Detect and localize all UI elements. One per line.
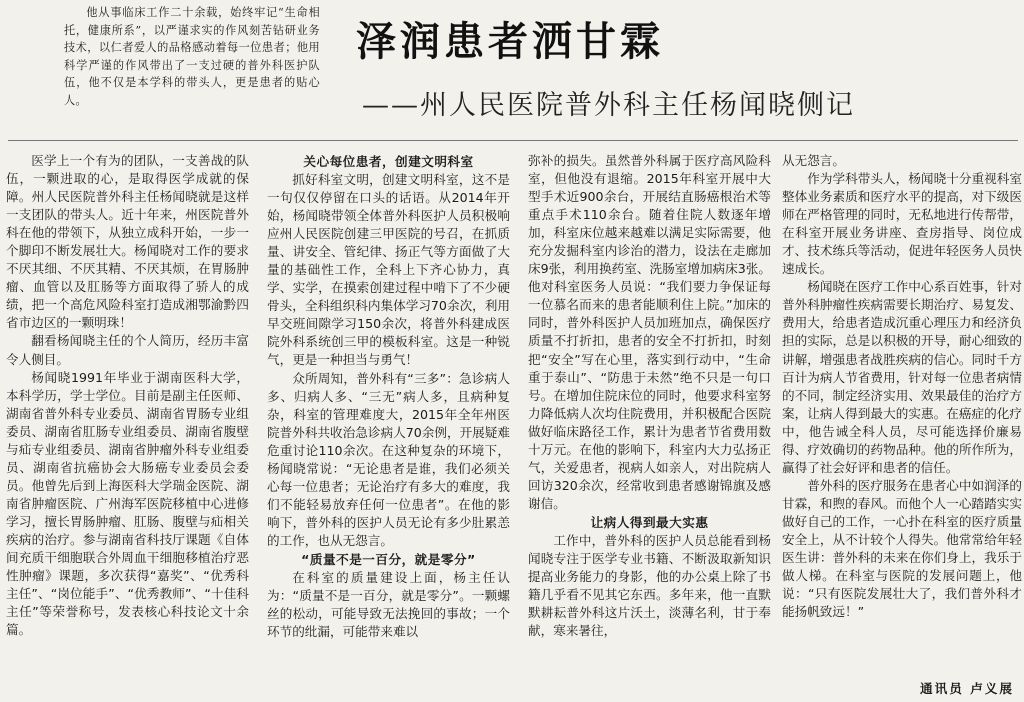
intro-paragraph: 他从事临床工作二十余载，始终牢记“生命相托，健康所系”，以严谨求实的作风刻苦钻研业务技术，以仁者爱人的品格感动着每一位患者；他用科学严谨的作风带出了一支过硬的普外科医护队伍，他不仅是本学科的带头人，更是患者的贴心人。 [64, 6, 320, 107]
body-paragraph: 众所周知，普外科有“三多”：急诊病人多、归病人多、“三无”病人多，且病种复杂，科室的管理难度大，2015年全年州医院普外科共收治急诊病人70余例，开展疑难危重讨论110余次。在这种复杂的环境下，杨闻晓常说：“无论患者是谁，我们必须关心每一位患者；无论治疗有多大的难度，我们不能轻易放弃任何一位患者”。在他的影响下，普外科的医护人员无论有多少肚累恙的工作，也从无怨言。 [267, 370, 510, 548]
body-paragraph: 从无怨言。 [782, 153, 845, 168]
body-paragraph: 翻看杨闻晓主任的个人简历，经历丰富令人侧目。 [6, 333, 249, 367]
body-paragraph: 杨闻晓在医疗工作中心系百姓事，针对普外科肿瘤性疾病需要长期治疗、易复发、费用大，给患者造成沉重心理压力和经济负担的实际，总是以积极的开导，耐心细致的讲解，增强患者战胜疾病的信心。同时千方百计为病人节省费用，针对每一位患者病情的不同，制定经济实用、效果最佳的治疗方案，让病人得到最大的实惠。在癌症的化疗中，他告诫全科人员，尽可能选择价廉易得、疗效确切的药物品种。他的所作所为，赢得了社会好评和患者的信任。 [782, 279, 1022, 475]
byline: 通讯员 卢义展 [914, 678, 1014, 697]
body-paragraph: 杨闻晓1991年毕业于湖南医科大学，本科学历，学士学位。目前是副主任医师、湖南省普外科专业委员、湖南省胃肠专业组委员、湖南省肛肠专业组委员、湖南省腹壁与疝专业组委员、湖南省肿瘤外科专业组委员、湖南省抗癌协会大肠癌专业委员会委员。他曾先后到上海医科大学瑞金医院、湖南省肿瘤医院、广州海军医院移植中心进修学习，擅长胃肠肿瘤、肛肠、腹壁与疝相关疾病的治疗。参与湖南省科技厅课题《自体间充质干细胞联合外周血干细胞移植治疗恶性肿瘤》课题，多次获得“嘉奖”、“优秀科主任”、“岗位能手”、“优秀教师”、“十佳科主任”等荣誉称号，发表核心科技论文十余篇。 [6, 369, 249, 638]
article-column-2 [267, 152, 510, 700]
body-paragraph: 抓好科室文明，创建文明科室，这不是一句仅仅停留在口头的话语。从2014年开始，杨闻晓带领全体普外科医护人员积极响应州人民医院创建三甲医院的号召，在抓质量、讲安全、管纪律、扬正气等方面做了大量的基础性工作，全科上下齐心协力，真学、实学，在摸索创建过程中啃下了不少硬骨头，全科组织科内集体学习70余次，利用早交班间隙学习150余次，将普外科建成医院外科系统创三甲的模板科室。这是一种锐气，更是一种担当与勇气！ [267, 172, 510, 368]
body-paragraph: 弥补的损失。虽然普外科属于医疗高风险科室，但他没有退缩。2015年科室开展中大型手术近900余台，开展结直肠癌根治术等重点手术110余台。随着住院人数逐年增加，科室床位越来越难以满足实际需要，他充分发掘科室内诊治的潜力，设法在走廊加床9张，利用换药室、洗肠室增加病床3张。他对科室医务人员说：“我们要力争保证每一位慕名而来的患者能顺利住上院。”加床的同时，普外科医护人员加班加点，确保医疗质量不打折扣，患者的安全不打折扣，时刻把“安全”写在心里，落实到行动中，“生命重于泰山”、“防患于未然”绝不只是一句口号。在增加住院床位的同时，他要求科室努力降低病人次均住院费用，并积极配合医院做好临床路径工作，累计为患者节省费用数十万元。在他的影响下，科室内大力弘扬正气，关爱患者，视病人如亲人，对出院病人回访320余次，经常收到患者感谢锦旗及感谢信。 [528, 153, 771, 511]
section-heading: 让病人得到最大实惠 [590, 514, 709, 530]
article-column-1 [6, 152, 249, 700]
body-paragraph: 医学上一个有为的团队，一支善战的队伍，一颗进取的心，是取得医学成就的保障。州人民医院普外科主任杨闻晓就是这样一支团队的带头人。近十年来，州医院普外科在他的带领下，从独立成科开始，一步一个脚印不断发展壮大。杨闻晓对工作的要求不厌其细、不厌其精、不厌其烦，在胃肠肿瘤、血管以及肛肠等方面取得了骄人的成绩，把一个高危风险科室打造成湘鄂渝黔四省市边区的一颗明珠！ [6, 153, 249, 331]
body-paragraph: 普外科的医疗服务在患者心中如润泽的甘霖，和煦的春风。而他个人一心踏踏实实做好自己的工作，一心扑在科室的医疗质量安全上，从不计较个人得失。他常常给年轻医生讲：普外科的未来在你们身上，我乐于做人梯。在科室与医院的发展问题上，他说：“只有医院发展壮大了，我们普外科才能扬帆致远！” [782, 477, 1022, 620]
body-paragraph: 作为学科带头人，杨闻晓十分重视科室整体业务素质和医疗水平的提高，对下级医师在严格管理的同时，无私地进行传帮带，在科室开展业务讲座、查房指导、岗位成才、技术练兵等活动，促进年轻医务人员快速成长。 [782, 171, 1022, 277]
article-column-3 [528, 152, 771, 700]
section-heading: 关心每位患者，创建文明科室 [303, 154, 474, 169]
divider [8, 140, 1018, 141]
subheadline: ——州人民医院普外科主任杨闻晓侧记 [362, 90, 855, 121]
body-paragraph: 在科室的质量建设上面，杨主任认为：“质量不是一百分，就是零分”。一颗螺丝的松动，可能导致无法挽回的事故；一个环节的纰漏，可能带来难以 [267, 569, 510, 640]
article-column-4 [782, 152, 1022, 700]
body-paragraph: 工作中，普外科的医护人员总能看到杨闻晓专注于医学专业书籍、不断汲取新知识提高业务能力的身影，他的办公桌上除了书籍几乎看不见其它东西。多年来，他一直默默耕耘普外科这片沃土，淡薄名利，甘于奉献，寒来暑往， [528, 532, 771, 639]
section-heading: “质量不是一百分，就是零分” [301, 551, 476, 567]
headline: 泽润患者洒甘霖 [356, 18, 664, 65]
